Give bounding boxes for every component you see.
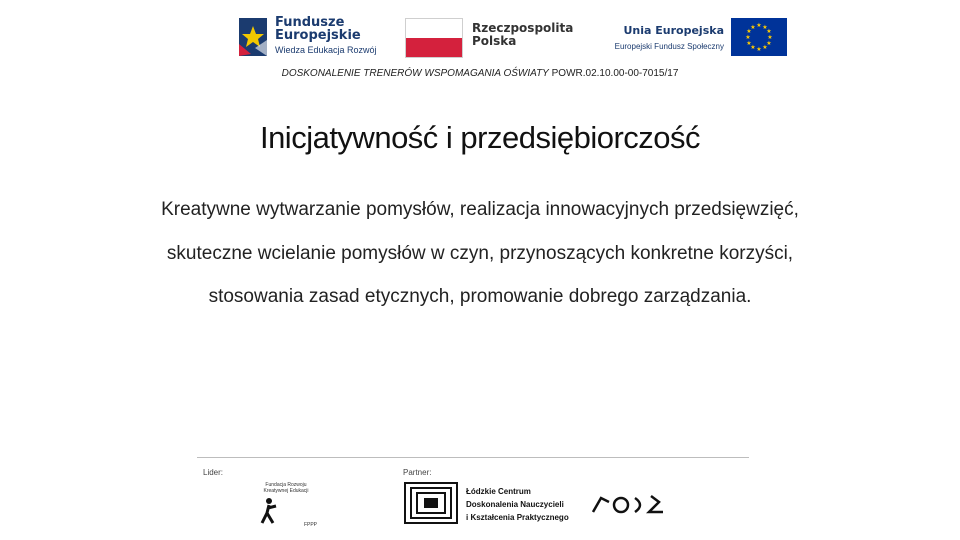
svg-text:★: ★	[745, 34, 751, 41]
project-title: DOSKONALENIE TRENERÓW WSPOMAGANIA OŚWIATY	[281, 68, 549, 79]
fundusze-star-icon	[235, 14, 271, 60]
lider-abbr: FPPP	[303, 522, 317, 528]
body-line-1: Kreatywne wytwarzanie pomysłów, realizacja innowacyjnych przedsięwzięć,	[161, 199, 799, 220]
fundusze-line2: Europejskie	[275, 28, 361, 43]
body-line-3: stosowania zasad etycznych, promowanie dobrego zarządzania.	[208, 286, 752, 307]
svg-text:★: ★	[756, 46, 762, 53]
eu-flag-icon	[731, 18, 787, 56]
partner-name	[466, 485, 569, 524]
polish-flag-icon	[405, 18, 463, 58]
fundusze-subtitle: Wiedza Edukacja Rozwój	[275, 45, 377, 55]
project-reference	[0, 68, 960, 79]
rzeczpospolita-line2: Polska	[472, 34, 517, 48]
partner-line-3: i Kształcenia Praktycznego	[466, 513, 569, 522]
svg-text:★: ★	[746, 40, 752, 47]
svg-text:★: ★	[750, 24, 756, 31]
lider-name: Fundacja Rozwoju Kreatywnej Edukacji	[263, 482, 309, 494]
eu-subtitle: Europejski Fundusz Społeczny	[614, 42, 724, 51]
lider-logo	[255, 482, 317, 528]
fundusze-line1: Fundusze	[275, 15, 345, 30]
partner-line-1: Łódzkie Centrum	[466, 487, 531, 496]
partner-logo	[404, 482, 569, 528]
fundusze-name	[275, 16, 361, 42]
walking-figure-icon	[260, 498, 280, 524]
svg-text:★: ★	[766, 40, 772, 47]
rzeczpospolita-line1: Rzeczpospolita	[472, 21, 574, 35]
square-frame-icon	[404, 482, 458, 524]
svg-text:★: ★	[762, 24, 768, 31]
svg-text:★: ★	[746, 28, 752, 35]
svg-text:★: ★	[767, 34, 773, 41]
body-line-2: skuteczne wcielanie pomysłów w czyn, przynoszących konkretne korzyści,	[166, 243, 794, 264]
eu-title: Unia Europejska	[623, 24, 724, 37]
svg-text:★: ★	[750, 44, 756, 51]
svg-text:★: ★	[756, 22, 762, 29]
fundusze-europejskie-logo	[235, 12, 375, 62]
logo-bar	[230, 12, 795, 62]
lider-label: Lider:	[203, 468, 224, 477]
svg-text:★: ★	[762, 44, 768, 51]
lodz-city-logo	[589, 488, 669, 518]
partner-line-2: Doskonalenia Nauczycieli	[466, 500, 564, 509]
svg-text:★: ★	[766, 28, 772, 35]
footer-partners	[197, 457, 749, 533]
rzeczpospolita-name	[472, 22, 573, 48]
rzeczpospolita-logo	[405, 18, 575, 58]
slide-title: Inicjatywność i przedsiębiorczość	[259, 120, 701, 155]
project-code: POWR.02.10.00-00-7015/17	[548, 68, 679, 79]
partner-label: Partner:	[403, 468, 432, 477]
eu-logo	[602, 18, 792, 58]
